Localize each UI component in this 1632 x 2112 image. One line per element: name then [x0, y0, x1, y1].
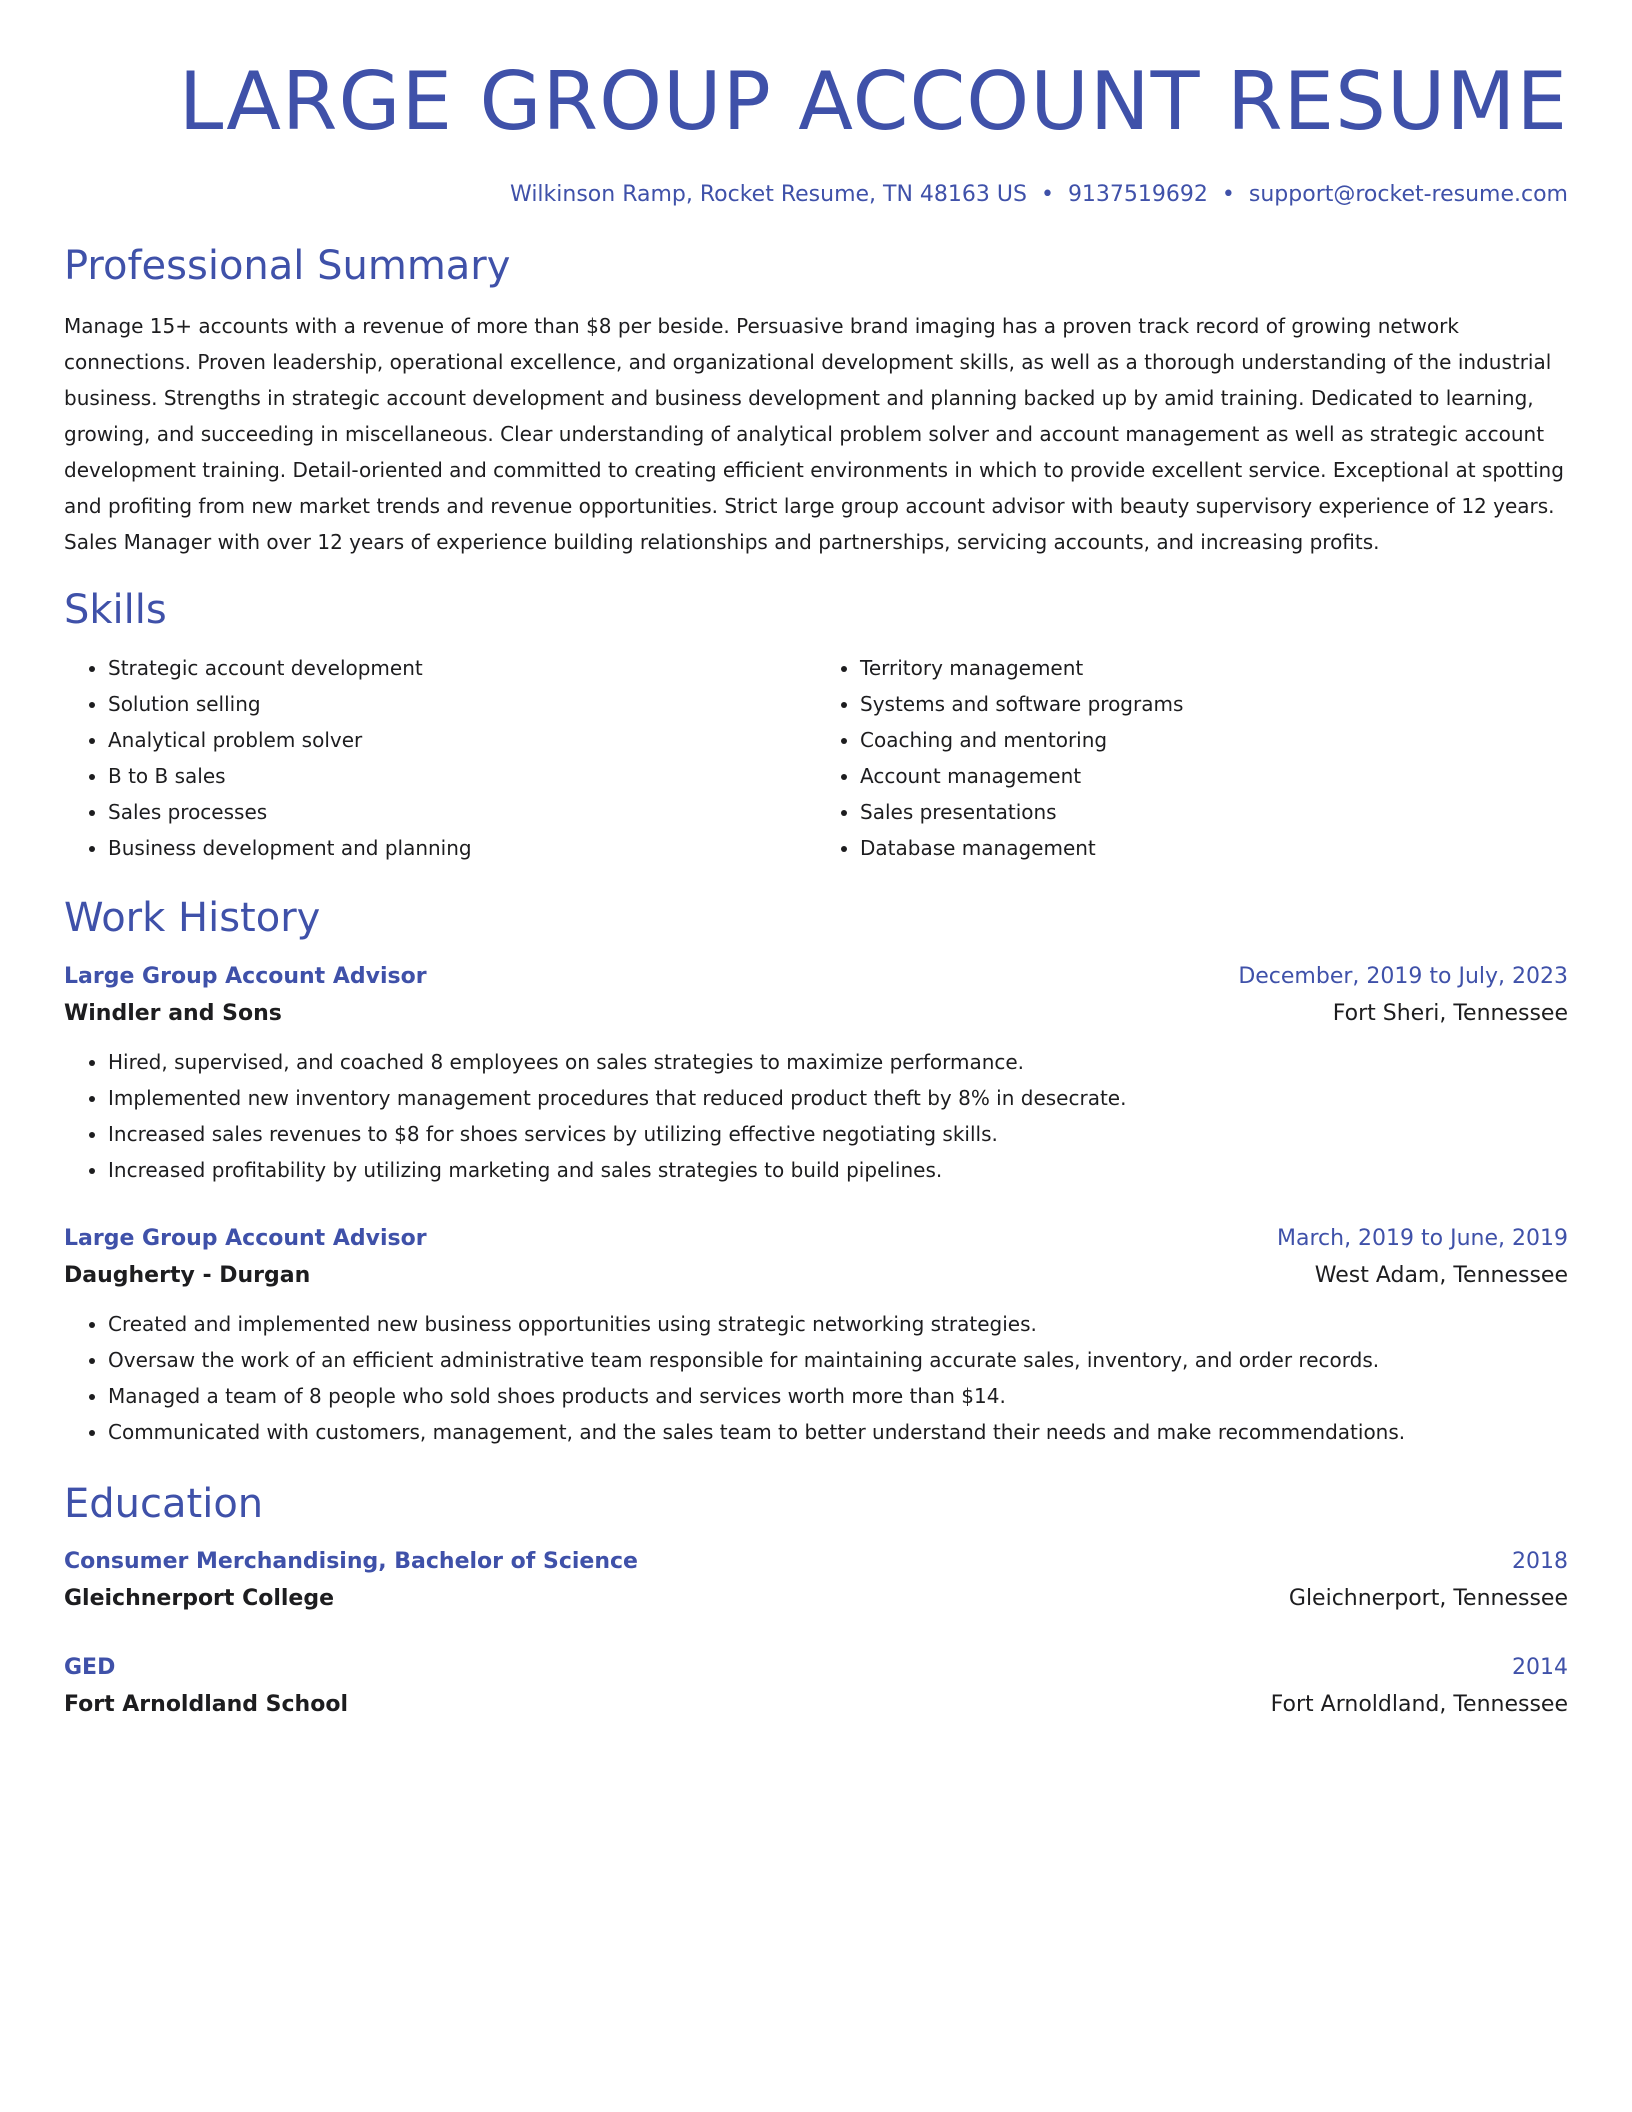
work-entry-title-row — [64, 960, 1568, 994]
work-entry-company-row — [64, 994, 1568, 1034]
work-entry — [64, 1222, 1568, 1450]
degree-name: Consumer Merchandising, Bachelor of Science — [64, 1549, 638, 1574]
skill-item: • Sales processes — [108, 794, 816, 830]
education-entry-title-row — [64, 1650, 1568, 1686]
job-bullet: • Implemented new inventory management procedures that reduced product theft by 8% in desecrate. — [108, 1080, 1568, 1116]
skill-item: • Business development and planning — [108, 830, 816, 866]
graduation-year: 2018 — [1512, 1549, 1568, 1574]
education-entry-title-row — [64, 1544, 1568, 1580]
resume-header — [64, 0, 1568, 210]
school-location: Gleichnerport, Tennessee — [1288, 1586, 1568, 1611]
work-entry-title-row — [64, 1222, 1568, 1256]
job-bullets — [64, 1306, 1568, 1450]
skills-heading: Skills — [64, 587, 167, 633]
job-title: Large Group Account Advisor — [64, 1226, 427, 1251]
summary-text: Manage 15+ accounts with a revenue of more than $8 per beside. Persuasive brand imaging has a proven track record of growing network connections. Proven leadership, operational excellence, and organizational development skills, as well as a thorough understanding of the industrial business. Strengths in strategic account development and business development and planning backed up by amid training. Dedicated to learning, growing, and succeeding in miscellaneous. Clear understanding of analytical problem solver and account management as well as strategic account development training. Detail-oriented and committed to creating efficient environments in which to provide excellent service. Exceptional at spotting and profiting from new market trends and revenue opportunities. Strict large group account advisor with beauty supervisory experience of 12 years. Sales Manager with over 12 years of experience building relationships and partnerships, servicing accounts, and increasing profits. — [64, 314, 1564, 554]
skill-item: • Solution selling — [108, 686, 816, 722]
education-entry-school-row — [64, 1580, 1568, 1618]
contact-email: support@rocket-resume.com — [1248, 182, 1568, 207]
summary-heading: Professional Summary — [64, 243, 511, 289]
contact-separator: • — [1221, 182, 1235, 207]
job-location: West Adam, Tennessee — [1314, 1263, 1568, 1288]
contact-separator: • — [1040, 182, 1054, 207]
skill-item: • Strategic account development — [108, 650, 816, 686]
job-dates: March, 2019 to June, 2019 — [1277, 1226, 1568, 1251]
education-entry-school-row — [64, 1686, 1568, 1724]
skill-item: • Territory management — [860, 650, 1568, 686]
job-bullet: • Increased profitability by utilizing marketing and sales strategies to build pipelines. — [108, 1152, 1568, 1188]
work-entry-company-row — [64, 1256, 1568, 1296]
work-history-heading: Work History — [64, 895, 321, 941]
job-bullet: • Hired, supervised, and coached 8 employees on sales strategies to maximize performance. — [108, 1044, 1568, 1080]
job-bullet: • Communicated with customers, management, and the sales team to better understand their needs and make recommendations. — [108, 1414, 1568, 1450]
contact-address: Wilkinson Ramp, Rocket Resume, TN 48163 US — [510, 182, 1027, 207]
school-location: Fort Arnoldland, Tennessee — [1270, 1692, 1568, 1717]
skill-item: • Account management — [860, 758, 1568, 794]
contact-phone: 9137519692 — [1067, 182, 1208, 207]
job-location: Fort Sheri, Tennessee — [1332, 1001, 1568, 1026]
job-dates: December, 2019 to July, 2023 — [1238, 964, 1568, 989]
skill-item: • Coaching and mentoring — [860, 722, 1568, 758]
education-entry — [64, 1650, 1568, 1724]
skill-item: • Systems and software programs — [860, 686, 1568, 722]
job-bullet: • Managed a team of 8 people who sold shoes products and services worth more than $14. — [108, 1378, 1568, 1414]
education-heading: Education — [64, 1481, 264, 1527]
school-name: Fort Arnoldland School — [64, 1692, 348, 1717]
skill-item: • Sales presentations — [860, 794, 1568, 830]
job-bullet: • Oversaw the work of an efficient administrative team responsible for maintaining accurate sales, inventory, and order records. — [108, 1342, 1568, 1378]
degree-name: GED — [64, 1655, 116, 1680]
contact-line — [64, 180, 1568, 210]
school-name: Gleichnerport College — [64, 1586, 335, 1611]
skills-column-left — [64, 650, 816, 866]
education-entry — [64, 1544, 1568, 1618]
job-bullet: • Created and implemented new business opportunities using strategic networking strategies. — [108, 1306, 1568, 1342]
skill-item: • Analytical problem solver — [108, 722, 816, 758]
skill-item: • B to B sales — [108, 758, 816, 794]
company-name: Windler and Sons — [64, 1001, 282, 1026]
skills-list — [64, 650, 1568, 866]
graduation-year: 2014 — [1512, 1655, 1568, 1680]
job-bullets — [64, 1044, 1568, 1188]
job-bullet: • Increased sales revenues to $8 for shoes services by utilizing effective negotiating skills. — [108, 1116, 1568, 1152]
skills-column-right — [816, 650, 1568, 866]
skill-item: • Database management — [860, 830, 1568, 866]
job-title: Large Group Account Advisor — [64, 964, 427, 989]
company-name: Daugherty - Durgan — [64, 1263, 311, 1288]
work-entry — [64, 960, 1568, 1188]
resume-name: LARGE GROUP ACCOUNT RESUME — [178, 55, 1568, 148]
